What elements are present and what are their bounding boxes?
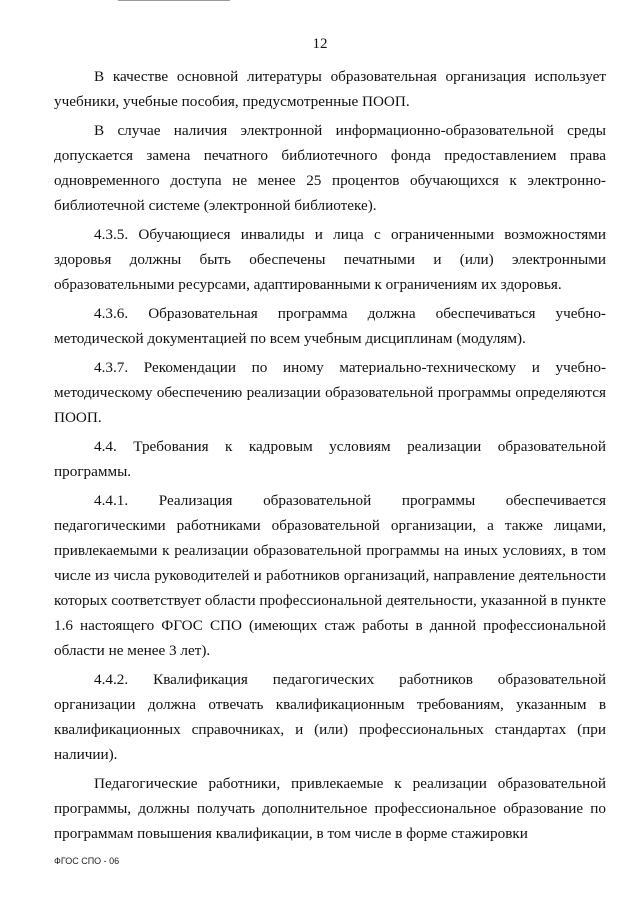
footer-label: ФГОС СПО - 06 (54, 856, 120, 866)
paragraph: 4.3.5. Обучающиеся инвалиды и лица с ограниченными возможностями здоровья должны быть обеспечены печатными и (или) электронными образовательными ресурсами, адаптированными к ограничениям их здоровья. (54, 226, 606, 293)
page-number: 12 (312, 36, 328, 52)
paragraph: 4.3.7. Рекомендации по иному материально-техническому и учебно-методическому обеспечению реализации образовательной программы определяются ПООП. (54, 359, 606, 426)
document-body (54, 64, 606, 850)
paragraph: В качестве основной литературы образовательная организация использует учебники, учебные пособия, предусмотренные ПООП. (54, 68, 606, 110)
paragraph: В случае наличия электронной информационно-образовательной среды допускается замена печатного библиотечного фонда предоставлением права одновременного доступа не менее 25 процентов обучающихся к электронно-библиотечной системе (электронной библиотеке). (54, 122, 606, 214)
paragraph: 4.3.6. Образовательная программа должна обеспечиваться учебно-методической документацией по всем учебным дисциплинам (модулям). (54, 305, 606, 347)
scan-artifact-line (118, 0, 230, 1)
paragraph: Педагогические работники, привлекаемые к реализации образовательной программы, должны получать дополнительное профессиональное образование по программам повышения квалификации, в том числе в форме стажировки (54, 775, 606, 842)
paragraph: 4.4.2. Квалификация педагогических работников образовательной организации должна отвечать квалификационным требованиям, указанным в квалификационных справочниках, и (или) профессиональных стандартах (при наличии). (54, 671, 606, 763)
paragraph: 4.4.1. Реализация образовательной программы обеспечивается педагогическими работниками образовательной организации, а также лицами, привлекаемыми к реализации образовательной программы на иных условиях, в том числе из числа руководителей и работников организаций, направление деятельности которых соответствует области профессиональной деятельности, указанной в пункте 1.6 настоящего ФГОС СПО (имеющих стаж работы в данной профессиональной области не менее 3 лет). (54, 492, 606, 659)
paragraph: 4.4. Требования к кадровым условиям реализации образовательной программы. (54, 438, 606, 480)
